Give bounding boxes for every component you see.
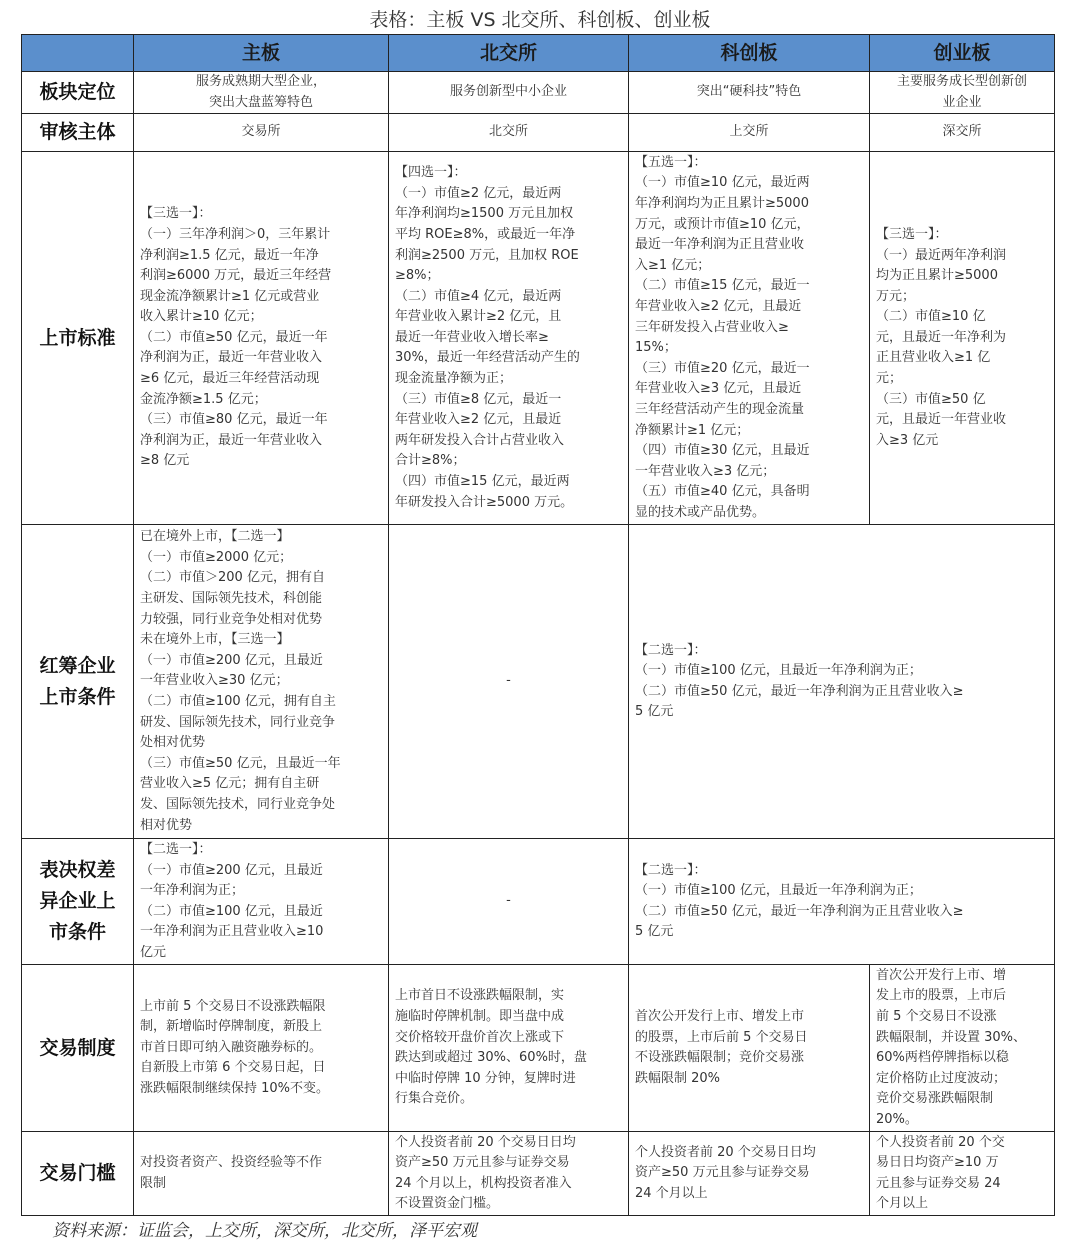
row-review [22,114,1055,152]
cell-positioning-bse: 服务创新型中小企业 [389,72,629,114]
cell-dual-class-bse: - [389,839,629,965]
row-label-listing: 上市标准 [22,152,134,525]
cell-positioning-chinext: 主要服务成长型创新创 业企业 [870,72,1055,114]
cell-listing-main: 【三选一】： （一）三年净利润＞0，三年累计 净利润≥1.5 亿元，最近一年净 利润≥6000 万元，最近三年经营 现金流净额累计≥1 亿元或营业 收入累计≥10 亿元； （二）市值≥50 亿元，最近一年 净利润为正，最近一年营业收入 ≥6 亿元，最近三年经营活动现 金流净额≥1.5 亿元； （三）市值≥80 亿元，最近一年 净利润为正，最近一年营业收入 ≥8 亿元 [134,152,389,525]
row-trading [22,965,1055,1132]
cell-review-bse: 北交所 [389,114,629,152]
cell-listing-chinext: 【三选一】： （一）最近两年净利润 均为正且累计≥5000 万元； （二）市值≥10 亿 元，且最近一年净利为 正且营业收入≥1 亿 元； （三）市值≥50 亿 元，且最近一年营业收 入≥3 亿元 [870,152,1055,525]
table-caption: 表格：主板 VS 北交所、科创板、创业板 [369,9,711,31]
cell-review-main: 交易所 [134,114,389,152]
cell-threshold-bse: 个人投资者前 20 个交易日日均 资产≥50 万元且参与证券交易 24 个月以上，机构投资者准入 不设置资金门槛。 [389,1132,629,1216]
row-threshold [22,1132,1055,1216]
row-vie [22,525,1055,839]
cell-positioning-star: 突出“硬科技”特色 [629,72,870,114]
cell-listing-bse: 【四选一】： （一）市值≥2 亿元，最近两 年净利润均≥1500 万元且加权 平均 ROE≥8%，或最近一年净 利润≥2500 万元，且加权 ROE ≥8%； （二）市值≥4 亿元，最近两 年营业收入累计≥2 亿元，且 最近一年营业收入增长率≥ 30%，最近一年经营活动产生的 现金流量净额为正； （三）市值≥8 亿元，最近一 年营业收入≥2 亿元，且最近 两年研发投入合计占营业收入 合计≥8%； （四）市值≥15 亿元，最近两 年研发投入合计≥5000 万元。 [389,152,629,525]
row-positioning [22,72,1055,114]
source-note: 资料来源：证监会，上交所，深交所，北交所，泽平宏观 [52,1221,477,1241]
cell-vie-star-chinext: 【二选一】： （一）市值≥100 亿元，且最近一年净利润为正； （二）市值≥50 亿元，最近一年净利润为正且营业收入≥ 5 亿元 [629,525,1055,839]
cell-trading-bse: 上市首日不设涨跌幅限制，实 施临时停牌机制。即当盘中成 交价格较开盘价首次上涨或下 跌达到或超过 30%、60%时，盘 中临时停牌 10 分钟，复牌时进 行集合竞价。 [389,965,629,1132]
cell-threshold-chinext: 个人投资者前 20 个交 易日日均资产≥10 万 元且参与证券交易 24 个月以上 [870,1132,1055,1216]
cell-dual-class-main: 【二选一】： （一）市值≥200 亿元，且最近 一年净利润为正； （二）市值≥100 亿元，且最近 一年净利润为正且营业收入≥10 亿元 [134,839,389,965]
header-chinext: 创业板 [870,35,1055,72]
row-label-trading: 交易制度 [22,965,134,1132]
cell-vie-bse: - [389,525,629,839]
row-label-review: 审核主体 [22,114,134,152]
cell-trading-chinext: 首次公开发行上市、增 发上市的股票，上市后 前 5 个交易日不设涨 跌幅限制，并设置 30%、 60%两档停牌指标以稳 定价格防止过度波动； 竞价交易涨跌幅限制 20%。 [870,965,1055,1132]
header-corner [22,35,134,72]
cell-review-chinext: 深交所 [870,114,1055,152]
cell-vie-main: 已在境外上市，【二选一】 （一）市值≥2000 亿元； （二）市值＞200 亿元，拥有自 主研发、国际领先技术，科创能 力较强，同行业竞争处相对优势 未在境外上市，【三选一】 （一）市值≥200 亿元，且最近 一年营业收入≥30 亿元； （二）市值≥100 亿元，拥有自主 研发、国际领先技术，同行业竞争 处相对优势 （三）市值≥50 亿元，且最近一年 营业收入≥5 亿元；拥有自主研 发、国际领先技术，同行业竞争处 相对优势 [134,525,389,839]
cell-review-star: 上交所 [629,114,870,152]
cell-threshold-star: 个人投资者前 20 个交易日日均 资产≥50 万元且参与证券交易 24 个月以上 [629,1132,870,1216]
header-row [22,35,1055,72]
cell-positioning-main: 服务成熟期大型企业， 突出大盘蓝筹特色 [134,72,389,114]
cell-threshold-main: 对投资者资产、投资经验等不作 限制 [134,1132,389,1216]
header-star-market: 科创板 [629,35,870,72]
row-label-positioning: 板块定位 [22,72,134,114]
comparison-table [21,34,1055,1216]
cell-trading-main: 上市前 5 个交易日不设涨跌幅限 制，新增临时停牌制度，新股上 市首日即可纳入融资融券标的。 自新股上市第 6 个交易日起，日 涨跌幅限制继续保持 10%不变。 [134,965,389,1132]
cell-trading-star: 首次公开发行上市、增发上市 的股票，上市后前 5 个交易日 不设涨跌幅限制；竞价交易涨 跌幅限制 20% [629,965,870,1132]
row-listing [22,152,1055,525]
row-label-vie: 红筹企业 上市条件 [22,525,134,839]
row-label-dual-class: 表决权差 异企业上 市条件 [22,839,134,965]
cell-listing-star: 【五选一】： （一）市值≥10 亿元，最近两 年净利润均为正且累计≥5000 万元，或预计市值≥10 亿元， 最近一年净利润为正且营业收 入≥1 亿元； （二）市值≥15 亿元，最近一 年营业收入≥2 亿元，且最近 三年研发投入占营业收入≥ 15%； （三）市值≥20 亿元，最近一 年营业收入≥3 亿元，且最近 三年经营活动产生的现金流量 净额累计≥1 亿元； （四）市值≥30 亿元，且最近 一年营业收入≥3 亿元； （五）市值≥40 亿元，具备明 显的技术或产品优势。 [629,152,870,525]
header-main-board: 主板 [134,35,389,72]
row-label-threshold: 交易门槛 [22,1132,134,1216]
cell-dual-class-star-chinext: 【二选一】： （一）市值≥100 亿元，且最近一年净利润为正； （二）市值≥50 亿元，最近一年净利润为正且营业收入≥ 5 亿元 [629,839,1055,965]
row-dual-class [22,839,1055,965]
header-bse: 北交所 [389,35,629,72]
